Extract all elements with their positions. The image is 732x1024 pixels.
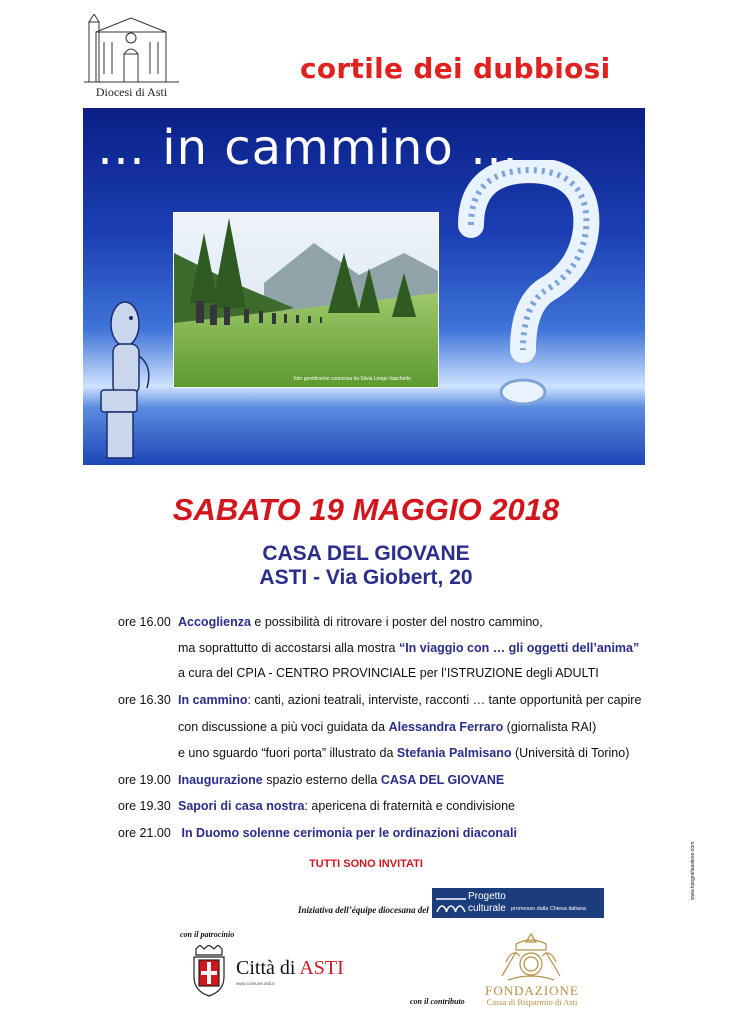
contribution-label: con il contributo xyxy=(410,997,465,1006)
invitation-note: TUTTI SONO INVITATI xyxy=(309,858,423,870)
foundation-subtitle: Cassa di Risparmio di Asti xyxy=(486,997,578,1007)
city-label xyxy=(236,957,344,980)
schedule-row xyxy=(118,693,641,707)
foundation-name: FONDAZIONE xyxy=(485,983,579,998)
question-mark-icon xyxy=(451,160,601,420)
schedule-text: : apericena di fraternità e condivisione xyxy=(304,799,515,813)
schedule-time: ore 19.30 xyxy=(118,799,171,813)
schedule-text: ma soprattutto di accostarsi alla mostra xyxy=(178,641,399,655)
schedule-time: ore 16.00 xyxy=(118,615,171,629)
progetto-line1: Progetto xyxy=(468,891,506,902)
hiking-photo xyxy=(173,212,439,388)
patronage-label: con il patrocinio xyxy=(180,930,235,939)
schedule-text: e uno sguardo “fuori porta” illustrato da xyxy=(178,746,397,760)
schedule-row xyxy=(118,746,629,760)
schedule-text: a cura del CPIA - CENTRO PROVINCIALE per l’ISTRUZIONE degli ADULTI xyxy=(178,666,599,680)
schedule-row xyxy=(118,720,596,734)
schedule-text: spazio esterno della xyxy=(262,773,381,787)
schedule-row xyxy=(118,773,504,787)
schedule-text: (giornalista RAI) xyxy=(503,720,597,734)
schedule-row xyxy=(118,666,599,680)
progetto-culturale-logo xyxy=(432,888,604,918)
city-url: www.comune.asti.it xyxy=(236,981,275,986)
schedule-time: ore 19.00 xyxy=(118,773,171,787)
schedule-text: (Università di Torino) xyxy=(511,746,630,760)
asti-crest-icon xyxy=(188,945,230,997)
schedule-highlight: In cammino xyxy=(178,693,248,707)
schedule-text: con discussione a più voci guidata da xyxy=(178,720,389,734)
schedule-highlight: “In viaggio con … gli oggetti dell’anima” xyxy=(398,641,640,655)
schedule-time: ore 16.30 xyxy=(118,693,171,707)
series-title: cortile dei dubbiosi xyxy=(300,52,611,85)
schedule-time: ore 21.00 xyxy=(118,826,171,840)
schedule-highlight: Sapori di casa nostra xyxy=(178,799,305,813)
banner xyxy=(83,108,645,465)
schedule-highlight: In Duomo solenne cerimonia per le ordinazioni diaconali xyxy=(178,826,517,840)
schedule-text: e possibilità di ritrovare i poster del nostro cammino, xyxy=(250,615,543,629)
printer-url: www.tipografiaasteee.com xyxy=(690,841,696,900)
schedule-row xyxy=(118,826,517,840)
initiative-label: Iniziativa dell’équipe diocesana del xyxy=(298,905,429,915)
city-name: ASTI xyxy=(299,957,344,979)
venue-name: CASA DEL GIOVANE xyxy=(262,542,470,565)
schedule-highlight: Alessandra Ferraro xyxy=(388,720,504,734)
venue-address: ASTI - Via Giobert, 20 xyxy=(259,566,473,589)
schedule-row xyxy=(118,615,543,629)
statue-figure-icon xyxy=(93,296,163,461)
progetto-line2: culturale xyxy=(468,903,506,914)
schedule-highlight: Inaugurazione xyxy=(178,773,263,787)
schedule-row xyxy=(118,641,639,655)
schedule-highlight: CASA DEL GIOVANE xyxy=(380,773,505,787)
diocese-label: Diocesi di Asti xyxy=(95,85,168,99)
schedule-text: : canti, azioni teatrali, interviste, racconti … tante opportunità per capire xyxy=(247,693,642,707)
city-prefix: Città di xyxy=(236,957,296,979)
schedule-highlight: Accoglienza xyxy=(178,615,251,629)
banner-title: … in cammino … xyxy=(97,120,519,176)
progetto-tagline: promosso dalla Chiesa italiana xyxy=(511,906,586,912)
bridge-arches-icon xyxy=(436,894,466,914)
schedule-highlight: Stefania Palmisano xyxy=(396,746,512,760)
event-date: SABATO 19 MAGGIO 2018 xyxy=(172,492,560,527)
schedule-row xyxy=(118,799,515,813)
photo-credit: foto gentilmente concessa da Silvia Longo Vaschetto xyxy=(294,376,411,382)
